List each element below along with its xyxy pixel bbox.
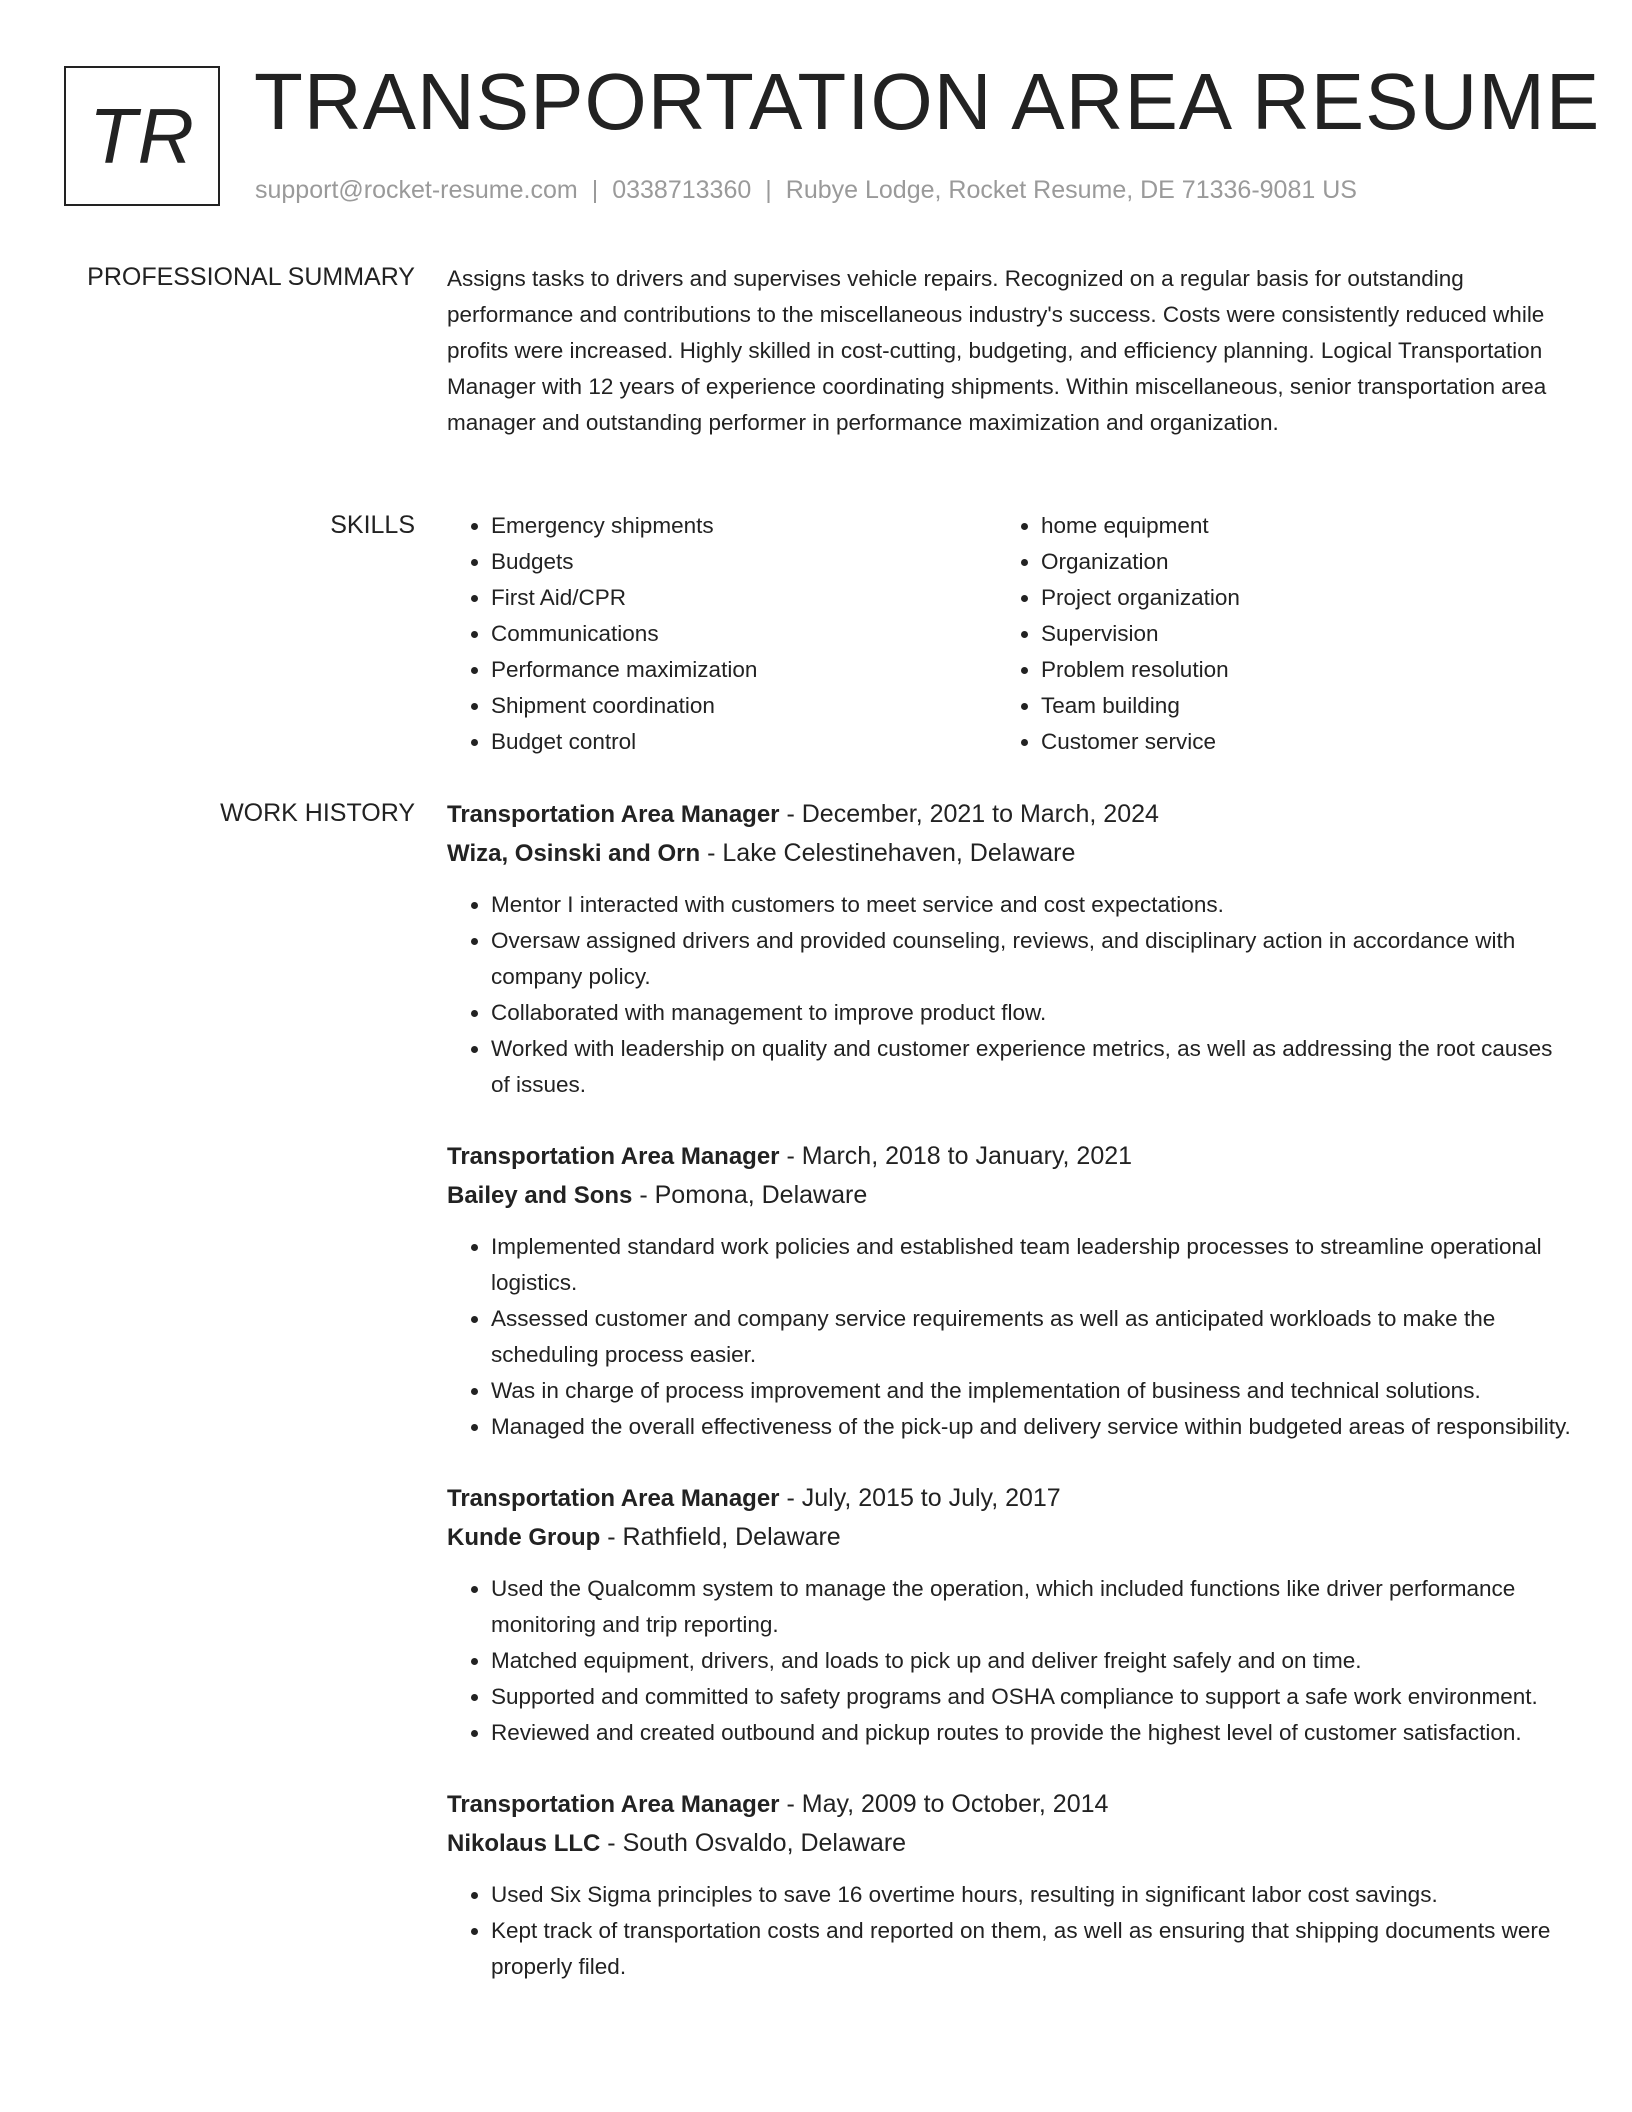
job-bullet: • Worked with leadership on quality and customer experience metrics, as well as addressing the root causes of issues. [491,1031,1577,1103]
dash-separator: - [600,1829,623,1857]
skills-list-left [447,508,967,760]
dash-separator: - [779,1790,802,1818]
job-bullet: • Was in charge of process improvement and the implementation of business and technical solutions. [491,1373,1577,1409]
skills-content [447,508,1577,768]
skill-item: • Shipment coordination [491,688,967,724]
company-line [447,1176,1577,1215]
company-line [447,1824,1577,1863]
skill-item: • Budget control [491,724,967,760]
dash-separator: - [700,839,723,867]
company-name: Nikolaus LLC [447,1830,601,1857]
contact-address: Rubye Lodge, Rocket Resume, DE 71336-9081 US [785,176,1357,204]
job-title: Transportation Area Manager [447,801,780,828]
company-location: Pomona, Delaware [654,1181,868,1209]
contact-line [255,172,1357,208]
job-entry [447,1785,1577,1985]
job-bullet: • Reviewed and created outbound and pickup routes to provide the highest level of customer satisfaction. [491,1715,1577,1751]
company-location: Rathfield, Delaware [622,1523,841,1551]
work-history-heading: WORK HISTORY [220,799,415,827]
dash-separator: - [779,1142,802,1170]
job-entry [447,1137,1577,1445]
skill-item: • Communications [491,616,967,652]
job-dates: May, 2009 to October, 2014 [801,1790,1109,1818]
contact-separator: | [765,176,772,204]
job-dates: December, 2021 to March, 2024 [801,800,1159,828]
job-bullet: • Used the Qualcomm system to manage the operation, which included functions like driver performance monitoring and trip reporting. [491,1571,1577,1643]
company-line [447,1518,1577,1557]
job-title-line [447,1479,1577,1518]
job-bullet: • Collaborated with management to improve product flow. [491,995,1577,1031]
job-title: Transportation Area Manager [447,1143,780,1170]
resume-title: TRANSPORTATION AREA RESUME [254,57,1601,146]
job-bullets [447,887,1577,1103]
work-history-content [447,795,1577,2019]
job-bullet: • Managed the overall effectiveness of the pick-up and delivery service within budgeted areas of responsibility. [491,1409,1577,1445]
skills-list-right [997,508,1517,760]
job-title-line [447,795,1577,834]
job-bullet: • Used Six Sigma principles to save 16 overtime hours, resulting in significant labor cost savings. [491,1877,1577,1913]
contact-separator: | [591,176,599,204]
skill-item: • Customer service [1041,724,1517,760]
job-dates: March, 2018 to January, 2021 [801,1142,1133,1170]
skill-item: • Project organization [1041,580,1517,616]
job-title-line [447,1785,1577,1824]
dash-separator: - [779,800,802,828]
job-title-line [447,1137,1577,1176]
skill-item: • Budgets [491,544,967,580]
skill-item: • First Aid/CPR [491,580,967,616]
company-location: South Osvaldo, Delaware [622,1829,907,1857]
dash-separator: - [779,1484,802,1512]
monogram-logo: TR [64,66,220,206]
contact-phone: 0338713360 [612,176,752,204]
dash-separator: - [600,1523,623,1551]
skill-item: • Problem resolution [1041,652,1517,688]
job-bullet: • Supported and committed to safety programs and OSHA compliance to support a safe work environment. [491,1679,1577,1715]
summary-text: Assigns tasks to drivers and supervises vehicle repairs. Recognized on a regular basis for outstanding performance and contributions to the miscellaneous industry's success. Costs were consistently reduced while profits were increased. Highly skilled in cost-cutting, budgeting, and efficiency planning. Logical Transportation Manager with 12 years of experience coordinating shipments. Within miscellaneous, senior transportation area manager and outstanding performer in performance maximization and organization. [447,266,1547,435]
company-line [447,834,1577,873]
job-entry [447,795,1577,1103]
job-title: Transportation Area Manager [447,1485,780,1512]
company-location: Lake Celestinehaven, Delaware [722,839,1076,867]
company-name: Kunde Group [447,1524,601,1551]
job-bullet: • Matched equipment, drivers, and loads to pick up and deliver freight safely and on time. [491,1643,1577,1679]
skills-heading: SKILLS [330,511,415,539]
job-dates: July, 2015 to July, 2017 [801,1484,1061,1512]
skill-item: • Supervision [1041,616,1517,652]
job-bullet: • Mentor I interacted with customers to meet service and cost expectations. [491,887,1577,923]
job-bullet: • Kept track of transportation costs and reported on them, as well as ensuring that shipping documents were properly filed. [491,1913,1577,1985]
job-entry [447,1479,1577,1751]
dash-separator: - [632,1181,655,1209]
company-name: Wiza, Osinski and Orn [447,840,701,867]
summary-content [447,261,1577,441]
skill-item: • Performance maximization [491,652,967,688]
summary-heading: PROFESSIONAL SUMMARY [87,263,415,291]
job-bullets [447,1229,1577,1445]
skill-item: • Emergency shipments [491,508,967,544]
skill-item: • home equipment [1041,508,1517,544]
skill-item: • Team building [1041,688,1517,724]
skill-item: • Organization [1041,544,1517,580]
job-bullets [447,1877,1577,1985]
contact-email: support@rocket-resume.com [255,176,578,204]
job-bullet: • Implemented standard work policies and established team leadership processes to streamline operational logistics. [491,1229,1577,1301]
job-bullet: • Assessed customer and company service requirements as well as anticipated workloads to make the scheduling process easier. [491,1301,1577,1373]
job-bullets [447,1571,1577,1751]
job-bullet: • Oversaw assigned drivers and provided counseling, reviews, and disciplinary action in accordance with company policy. [491,923,1577,995]
company-name: Bailey and Sons [447,1182,633,1209]
job-title: Transportation Area Manager [447,1791,780,1818]
